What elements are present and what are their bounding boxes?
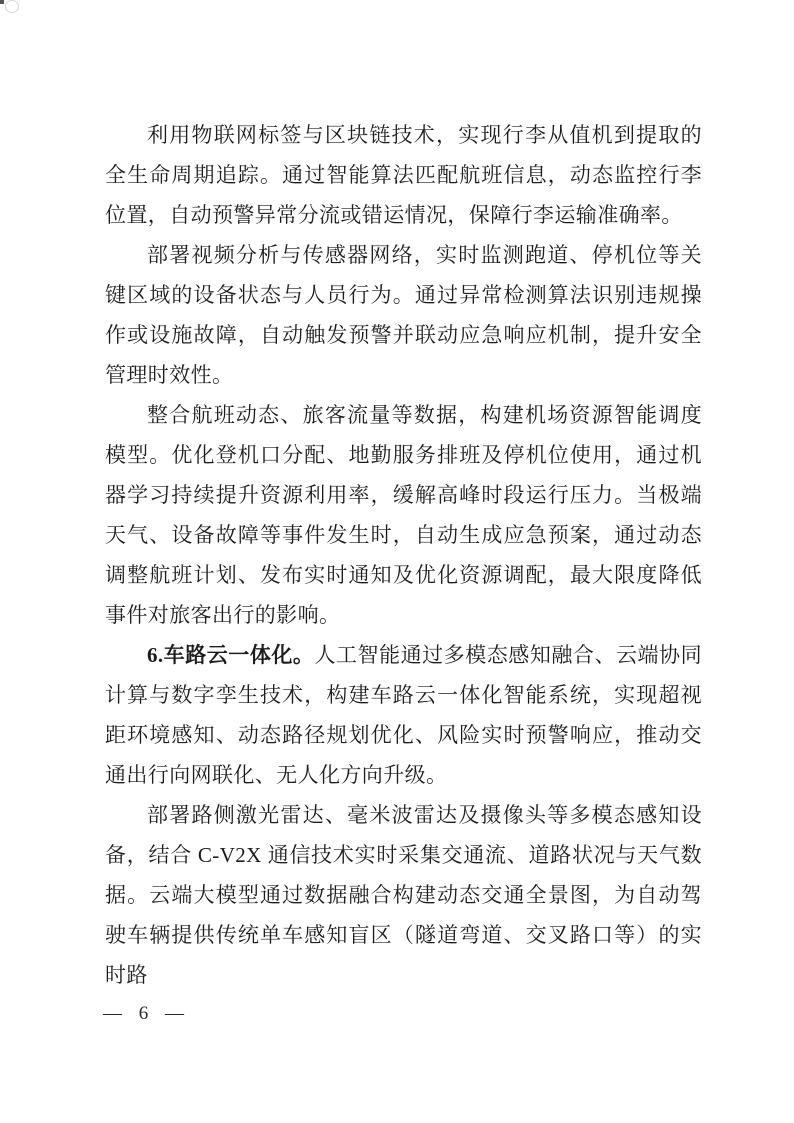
- paragraph-roadside-sensing: [105, 795, 702, 995]
- page-number: — 6 —: [103, 1003, 190, 1024]
- paragraph-baggage-tracking: [105, 115, 702, 235]
- paragraph-text: 整合航班动态、旅客流量等数据，构建机场资源智能调度模型。优化登机口分配、地勤服务排班及停机位使用，通过机器学习持续提升资源利用率，缓解高峰时段运行压力。当极端天气、设备故障等事件发生时，自动生成应急预案，通过动态调整航班计划、发布实时通知及优化资源调配，最大限度降低事件对旅客出行的影响。: [105, 403, 702, 627]
- paragraph-text: 部署路侧激光雷达、毫米波雷达及摄像头等多模态感知设备，结合 C-V2X 通信技术实时采集交通流、道路状况与天气数据。云端大模型通过数据融合构建动态交通全景图，为自动驾驶车辆提供传统单车感知盲区（隧道弯道、交叉路口等）的实时路: [105, 803, 702, 987]
- paragraph-text: 部署视频分析与传感器网络，实时监测跑道、停机位等关键区域的设备状态与人员行为。通过异常检测算法识别违规操作或设施故障，自动触发预警并联动应急响应机制，提升安全管理时效性。: [105, 243, 702, 387]
- paragraph-text: 人工智能通过多模态感知融合、云端协同计算与数字孪生技术，构建车路云一体化智能系统，实现超视距环境感知、动态路径规划优化、风险实时预警响应，推动交通出行向网联化、无人化方向升级。: [105, 643, 702, 787]
- paragraph-safety-monitoring: [105, 235, 702, 395]
- paragraph-vehicle-road-cloud: [105, 635, 702, 795]
- scan-artifact-dot: [0, 0, 4, 4]
- document-body: [105, 115, 702, 995]
- scan-artifact-ring: [5, 0, 19, 13]
- paragraph-text: 利用物联网标签与区块链技术，实现行李从值机到提取的全生命周期追踪。通过智能算法匹配航班信息，动态监控行李位置，自动预警异常分流或错运情况，保障行李运输准确率。: [105, 123, 702, 227]
- paragraph-resource-scheduling: [105, 395, 702, 635]
- section-number-lead: 6.车路云一体化。: [147, 643, 315, 667]
